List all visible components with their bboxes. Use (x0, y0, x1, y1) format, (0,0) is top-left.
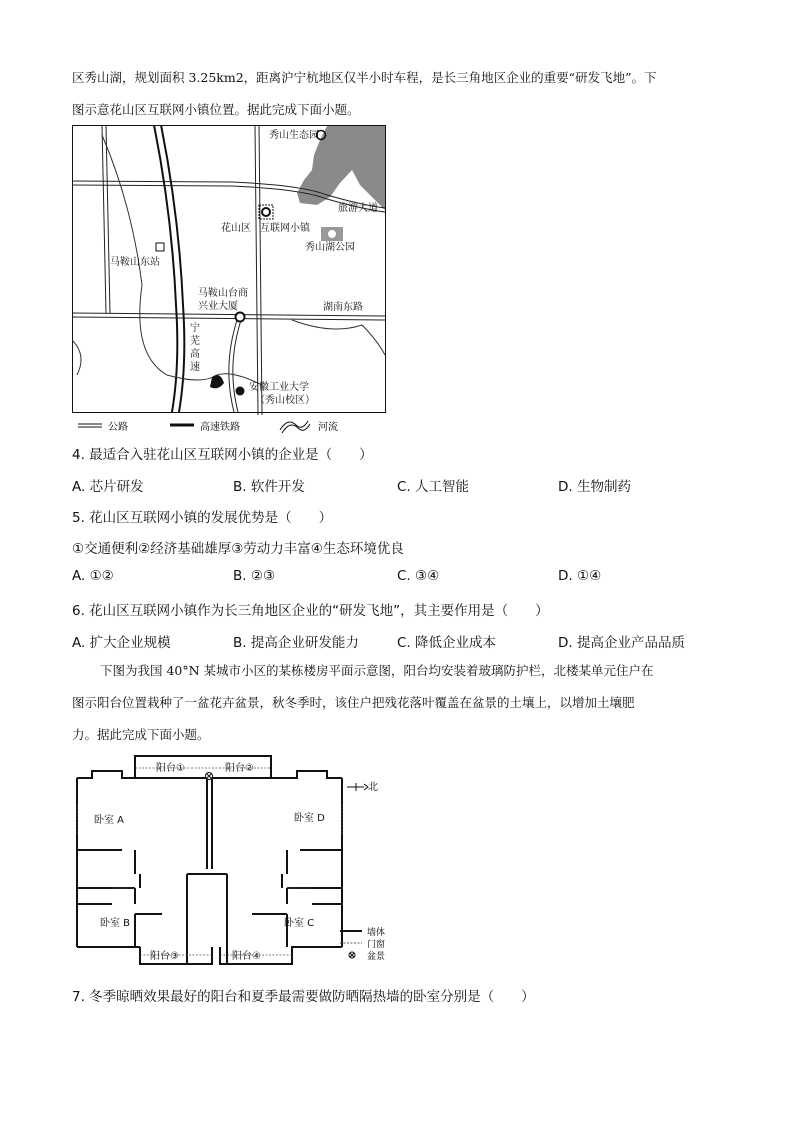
label-mall-1: 马鞍山台商 (198, 288, 248, 299)
q6-stem: 6. 花山区互联网小镇作为长三角地区企业的“研发飞地”，其主要作用是（ ） (72, 603, 549, 619)
q5-option-b[interactable]: B. ②③ (233, 568, 276, 584)
label-lvyou-road: 旅游大道 (338, 203, 378, 214)
legend-river: 河流 (318, 422, 338, 433)
room-b-label: 卧室 B (100, 918, 131, 929)
q4-option-b[interactable]: B. 软件开发 (233, 479, 305, 495)
label-highway-2: 芜 (190, 336, 200, 347)
legend-wall: 墙体 (367, 928, 386, 938)
label-hunan-road: 湖南东路 (323, 302, 363, 313)
legend-door: 门窗 (367, 940, 386, 950)
legend-pot: 盆景 (367, 952, 386, 962)
room-d-label: 卧室 D (294, 813, 325, 824)
q4-option-c[interactable]: C. 人工智能 (397, 479, 470, 495)
q6-option-c[interactable]: C. 降低企业成本 (397, 635, 497, 651)
walls (77, 756, 342, 964)
label-huashan: 花山区 (221, 223, 251, 234)
intro2-line-2: 图示阳台位置栽种了一盆花卉盆景，秋冬季时，该住户把残花落叶覆盖在盆景的土壤上，以增加土壤肥 (72, 695, 635, 710)
balcony-2-label: 阳台② (225, 763, 254, 774)
label-university-1: 安徽工业大学 (249, 382, 309, 393)
intro2-line-1: 下图为我国 40°N 某城市小区的某栋楼房平面示意图，阳台均安装着玻璃防护栏，北楼某单元住户在 (100, 663, 654, 678)
label-lake-park: 秀山湖公园 (305, 242, 355, 253)
q5-stem: 5. 花山区互联网小镇的发展优势是（ ） (72, 510, 333, 526)
plan-legend (340, 926, 385, 962)
q6-option-a[interactable]: A. 扩大企业规模 (72, 635, 171, 651)
balcony-4-label: 阳台④ (232, 951, 261, 962)
q4-stem: 4. 最适合入驻花山区互联网小镇的企业是（ ） (72, 447, 373, 463)
q6-option-d[interactable]: D. 提高企业产品品质 (558, 635, 685, 651)
label-mall-2: 兴业大厦 (198, 301, 238, 312)
q5-option-d[interactable]: D. ①④ (558, 568, 602, 584)
label-station: 马鞍山东站 (110, 257, 160, 268)
legend-rail: 高速铁路 (200, 422, 240, 433)
label-highway-3: 高 (190, 349, 200, 360)
university-pin-icon (236, 387, 245, 396)
q4-option-d[interactable]: D. 生物制药 (558, 479, 631, 495)
room-c-label: 卧室 C (284, 918, 315, 929)
q7-stem: 7. 冬季晾晒效果最好的阳台和夏季最需要做防晒隔热墙的卧室分别是（ ） (72, 989, 535, 1005)
q6-option-b[interactable]: B. 提高企业研发能力 (233, 635, 359, 651)
label-internet-town: 互联网小镇 (260, 223, 310, 234)
room-a-label: 卧室 A (94, 815, 125, 826)
label-xiushan-eco: 秀山生态园 (269, 130, 319, 141)
location-map (72, 125, 388, 435)
q5-option-c[interactable]: C. ③④ (397, 568, 440, 584)
label-highway-1: 宁 (190, 323, 200, 334)
floor-plan (72, 754, 402, 969)
intro-line-2: 图示意花山区互联网小镇位置。据此完成下面小题。 (72, 102, 360, 117)
mall-pin-icon (236, 313, 245, 322)
q5-option-a[interactable]: A. ①② (72, 568, 114, 584)
balcony-1-label: 阳台① (156, 763, 185, 774)
q5-items: ①交通便利②经济基础雄厚③劳动力丰富④生态环境优良 (72, 541, 404, 557)
label-university-2: （秀山校区） (255, 395, 315, 406)
north-label: 北 (368, 782, 378, 793)
intro-line-1: 区秀山湖，规划面积 3.25km2，距离沪宁杭地区仅半小时车程，是长三角地区企业的重要“研发飞地”。下 (72, 70, 657, 85)
balcony-3-label: 阳台③ (150, 951, 179, 962)
intro2-line-3: 力。据此完成下面小题。 (72, 727, 210, 742)
north-arrow-icon (347, 783, 368, 791)
label-highway-4: 速 (190, 362, 200, 373)
q4-option-a[interactable]: A. 芯片研发 (72, 479, 144, 495)
map-legend (78, 420, 338, 433)
legend-road: 公路 (108, 422, 128, 433)
